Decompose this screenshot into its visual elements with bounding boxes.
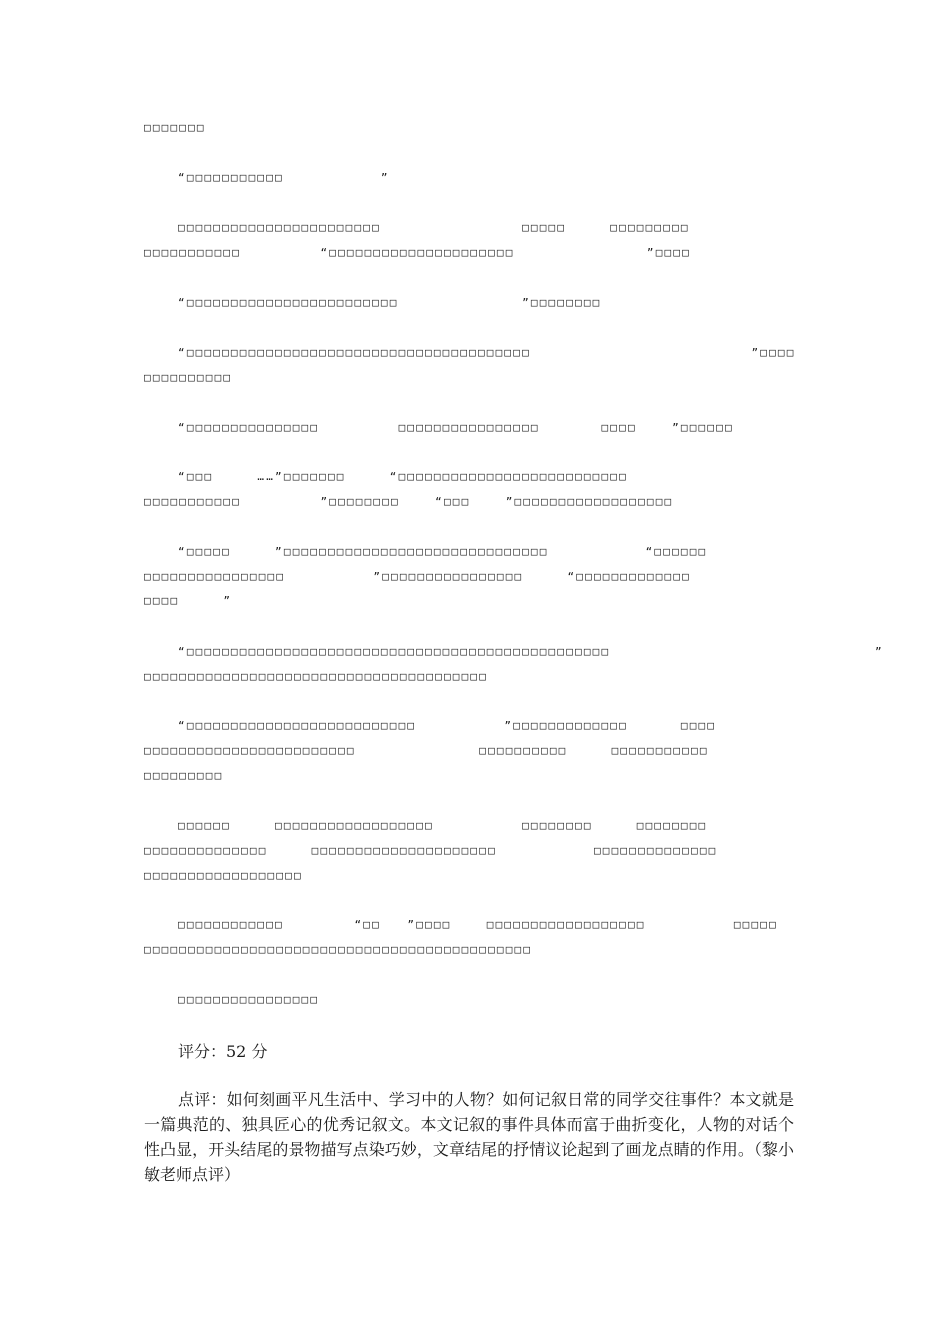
teacher-comment: 点评：如何刻画平凡生活中、学习中的人物？如何记叙日常的同学交往事件？本文就是一篇典范的、独具匠心的优秀记叙文。本文记叙的事件具体而富于曲折变化，人物的对话个性凸显，开头结尾的景物描写点染巧妙，文章结尾的抒情议论起到了画龙点睛的作用。（黎小敏老师点评） <box>144 1090 794 1184</box>
text-line: □□□□□□□□□□□□□□□□□□ <box>144 869 303 882</box>
text-line: □□□□□□□□□ <box>144 769 224 782</box>
text-line: “□□□□□ ”□□□□□□□□□□□□□□□□□□□□□□□□□□□□□□ “□□□□□□ <box>178 545 708 558</box>
text-line: □□□□□□□□□□□□□□□□□□□□□□□□□□□□□□□□□□□□□□□□□□□□ <box>144 943 533 956</box>
score-line: 评分：52 分 <box>178 1042 268 1061</box>
text-line: “□□□□□□□□□□□□□□□□□□□□□□□□□□□□□□□□□□□□□□□□□□□□□□□□ ” <box>178 645 884 658</box>
text-line: □□□□□□□□□□□□□□ □□□□□□□□□□□□□□□□□□□□□ □□□□□□□□□□□□□□ <box>144 844 718 857</box>
text-line: □□□□□□□□□□ <box>144 371 233 384</box>
text-line: “□□□□□□□□□□□□□□□□□□□□□□□□□□□□□□□□□□□□□□□ ”□□□□ <box>178 346 796 359</box>
text-line: □□□□□□□□□□□ “□□□□□□□□□□□□□□□□□□□□□ ”□□□□ <box>144 246 691 259</box>
text-line: □□□□□□□□□□□□ “□□ ”□□□□ □□□□□□□□□□□□□□□□□□ □□□□□ <box>178 918 778 931</box>
text-line: “□□□ ……”□□□□□□□ “□□□□□□□□□□□□□□□□□□□□□□□□□□ <box>178 470 628 483</box>
text-line: “□□□□□□□□□□□□□□□□□□□□□□□□□□ ”□□□□□□□□□□□□□ □□□□ <box>178 719 717 732</box>
text-line: □□□□□□□□□□□□□□□□ ”□□□□□□□□□□□□□□□□ “□□□□□□□□□□□□□ <box>144 570 691 583</box>
text-line: □□□□□□□□□□□□□□□□□□□□□□□□□□□□□□□□□□□□□□□ <box>144 670 489 683</box>
text-line: □□□□□□□□□□□ ”□□□□□□□□ “□□□ ”□□□□□□□□□□□□□□□□□□ <box>144 495 674 508</box>
text-line: “□□□□□□□□□□□□□□□□□□□□□□□□ ”□□□□□□□□ <box>178 296 602 309</box>
text-line: □□□□□□□□□□□□□□□□ <box>178 993 320 1006</box>
text-line: □□□□□□□□□□□□□□□□□□□□□□□ □□□□□ □□□□□□□□□ <box>178 221 690 234</box>
text-line: “□□□□□□□□□□□□□□□ □□□□□□□□□□□□□□□□ □□□□ ”□□□□□□ <box>178 421 734 434</box>
text-line: □□□□□□□ <box>144 121 206 134</box>
text-line: □□□□ ” <box>144 594 233 607</box>
text-line: “□□□□□□□□□□□ ” <box>178 171 390 184</box>
text-line: □□□□□□□□□□□□□□□□□□□□□□□□ □□□□□□□□□□ □□□□□□□□□□□ <box>144 744 709 757</box>
text-line: □□□□□□ □□□□□□□□□□□□□□□□□□ □□□□□□□□ □□□□□□□□ <box>178 819 708 832</box>
